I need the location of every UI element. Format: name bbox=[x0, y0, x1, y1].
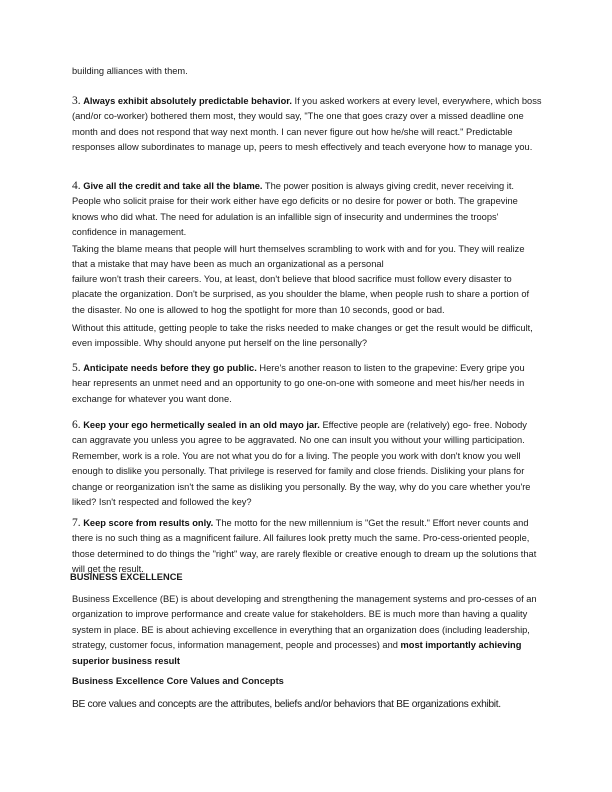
item-number: 7. bbox=[72, 517, 81, 529]
item-number: 4. bbox=[72, 180, 81, 192]
item-title: Anticipate needs before they go public. bbox=[83, 363, 257, 373]
item-body: Here's another reason to listen to the grapevine: Every gripe you hear represents an unmet need and an opportunity to go one-on-one with someone and meet his/her needs in exchange for whatever you want done. bbox=[72, 363, 525, 404]
item-body: The motto for the new millennium is "Get the result." Effort never counts and there is no such thing as a magnificent failure. All failures look pretty much the same. Pro-cess-oriented people, those determined to do things the "right" way, are rarely flexible or creative enough to dream up the solutions that will get the result. bbox=[72, 518, 537, 575]
item-3-paragraph bbox=[72, 94, 542, 156]
business-excellence-paragraph bbox=[72, 592, 542, 669]
item-body: If you asked workers at every level, everywhere, which boss (and/or co-worker) bothered them most, they would say, "The one that goes crazy over a missed deadline one month and does not respond that way next month. I can never figure out how he/she will react." Predictable responses allow subordinates to manage up, peers to mesh effectively and teach everyone how to manage you. bbox=[72, 96, 542, 153]
business-excellence-heading: BUSINESS EXCELLENCE bbox=[70, 572, 183, 582]
item-5-paragraph bbox=[72, 361, 542, 407]
be-bold-conclusion: most importantly achieving superior business result bbox=[72, 640, 522, 666]
item-6-paragraph bbox=[72, 418, 542, 510]
item-number: 3. bbox=[72, 95, 81, 107]
intro-paragraph: building alliances with them. bbox=[72, 66, 188, 76]
core-values-paragraph: BE core values and concepts are the attributes, beliefs and/or behaviors that BE organizations exhibit. bbox=[72, 699, 501, 710]
blame-paragraph-part1: Taking the blame means that people will hurt themselves scrambling to work with and for you. They will realize that a mistake that may have been as much an organizational as a personal bbox=[72, 244, 525, 270]
item-title: Keep score from results only. bbox=[83, 518, 214, 528]
be-body: Business Excellence (BE) is about developing and strengthening the management systems and pro-cesses of an organization to improve performance and create value for stakeholders. BE is much more than having a quality system in place. BE is about achieving excellence in everything that an organization does (including leadership, strategy, customer focus, information management, people and processes) and bbox=[72, 594, 537, 651]
blame-paragraph-part2: failure won't trash their careers. You, at least, don't believe that blood sacrifice must follow every disaster to placate the organization. Don't be surprised, as you shoulder the blame, when people rush to share a portion of the disaster. No one is allowed to hog the spotlight for more than 10 seconds, good or bad. bbox=[72, 274, 530, 315]
item-7-paragraph bbox=[72, 516, 542, 578]
attitude-paragraph: Without this attitude, getting people to take the risks needed to make changes or get the result would be difficult, even impossible. Why should anyone put herself on the line personally? bbox=[72, 323, 533, 349]
core-values-heading: Business Excellence Core Values and Concepts bbox=[72, 676, 284, 686]
item-body: The power position is always giving credit, never receiving it. People who solicit praise for their work either have ego deficits or no desire for power or both. The grapevine knows who did what. The need for adulation is an infallible sign of insecurity and undermines the troops' confidence in management. bbox=[72, 181, 518, 238]
item-title: Always exhibit absolutely predictable behavior. bbox=[83, 96, 292, 106]
item-title: Keep your ego hermetically sealed in an old mayo jar. bbox=[83, 420, 320, 430]
item-title: Give all the credit and take all the blame. bbox=[83, 181, 263, 191]
item-body: Effective people are (relatively) ego- free. Nobody can aggravate you unless you agree to be aggravated. No one can insult you without your willing participation. Remember, work is a role. You are not what you do for a living. The people you work with don't know you well enough to dislike you personally. That privilege is reserved for family and close friends. Disliking your plans for change or reorganization isn't the same as disliking you personally. By the way, why do you care whether you're liked? Isn't respected and followed the key? bbox=[72, 420, 531, 508]
item-number: 6. bbox=[72, 419, 81, 431]
item-4-paragraph bbox=[72, 179, 542, 241]
item-number: 5. bbox=[72, 362, 81, 374]
